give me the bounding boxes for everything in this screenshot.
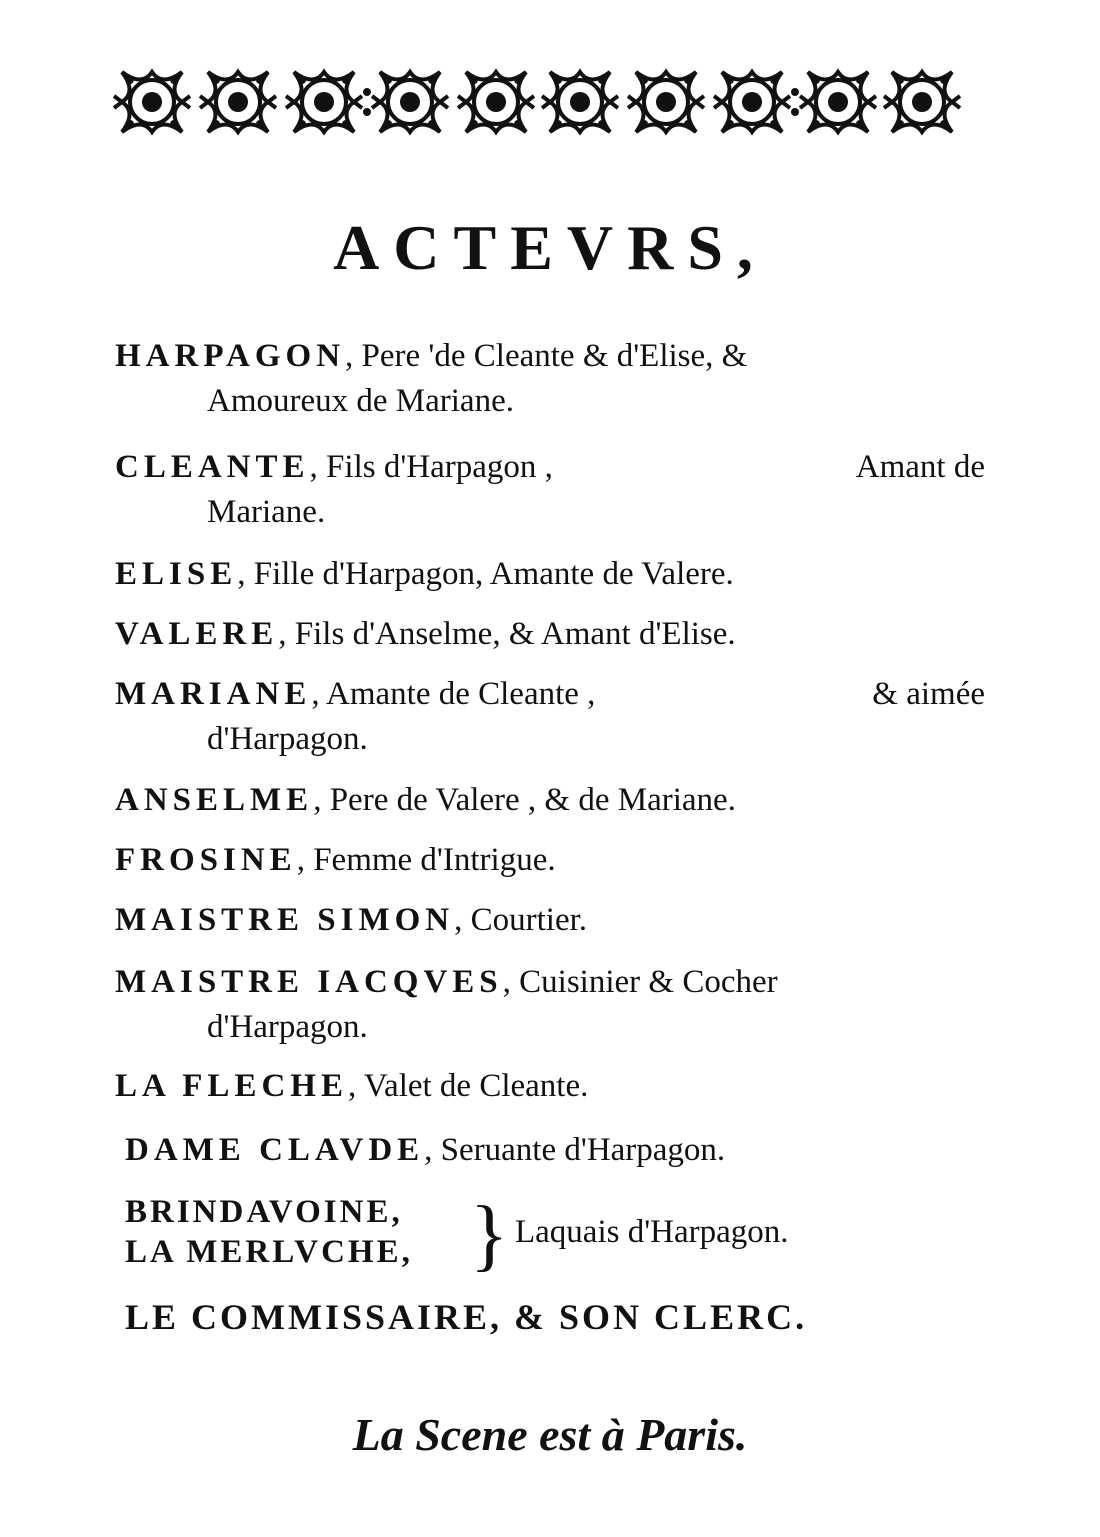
character-name: MAISTRE IACQVES bbox=[115, 964, 503, 1000]
character-name: LA FLECHE bbox=[115, 1068, 348, 1104]
grouping-brace: } bbox=[470, 1191, 509, 1279]
character-name: MARIANE bbox=[115, 676, 312, 712]
cast-entry-mariane bbox=[115, 672, 985, 762]
cast-entry-maistre-iacqves bbox=[115, 960, 985, 1050]
character-description: , Amante de Cleante , bbox=[311, 676, 596, 712]
cast-entry-harpagon bbox=[115, 334, 985, 424]
character-name: DAME CLAVDE bbox=[125, 1132, 425, 1168]
character-description: , Femme d'Intrigue. bbox=[296, 842, 556, 878]
character-description-continued: d'Harpagon. bbox=[207, 721, 368, 757]
character-description: , Valet de Cleante. bbox=[347, 1068, 589, 1104]
character-description-end: Amant de bbox=[855, 449, 985, 485]
cast-entry-dame-clavde bbox=[125, 1128, 725, 1173]
character-name: LA MERLVCHE, bbox=[125, 1234, 413, 1270]
character-description-continued: Mariane. bbox=[207, 494, 326, 530]
cast-entry-laquais-group bbox=[125, 1192, 985, 1282]
page-title: ACTEVRS, bbox=[333, 212, 767, 283]
character-name: MAISTRE SIMON bbox=[115, 902, 455, 938]
character-name: FROSINE bbox=[115, 842, 297, 878]
scene-location-note: La Scene est à Paris. bbox=[352, 1409, 748, 1460]
cast-entry-commissaire: LE COMMISSAIRE, & SON CLERC. bbox=[125, 1297, 808, 1337]
character-description: , Pere de Valere , & de Mariane. bbox=[313, 782, 736, 818]
character-description-end: & aimée bbox=[872, 676, 985, 712]
cast-entry-maistre-simon bbox=[115, 898, 587, 943]
character-name: ELISE bbox=[115, 556, 238, 592]
character-name: HARPAGON bbox=[115, 338, 346, 374]
character-description: , Fils d'Harpagon , bbox=[309, 449, 553, 485]
character-description: , Pere 'de Cleante & d'Elise, & bbox=[345, 338, 748, 374]
cast-entry-anselme bbox=[115, 778, 736, 823]
character-description: , Courtier. bbox=[454, 902, 588, 938]
decorative-border-ornament bbox=[110, 62, 965, 142]
character-description-continued: d'Harpagon. bbox=[207, 1009, 368, 1045]
character-name: ANSELME bbox=[115, 782, 314, 818]
character-description: , Cuisinier & Cocher bbox=[502, 964, 778, 1000]
character-description: Laquais d'Harpagon. bbox=[515, 1214, 789, 1250]
character-description: , Seruante d'Harpagon. bbox=[424, 1132, 726, 1168]
laquais-names bbox=[125, 1192, 413, 1272]
character-description: , Fille d'Harpagon, Amante de Valere. bbox=[237, 556, 734, 592]
character-name: CLEANTE bbox=[115, 449, 310, 485]
cast-entry-valere bbox=[115, 612, 736, 657]
character-name: VALERE bbox=[115, 616, 279, 652]
cast-entry-elise bbox=[115, 552, 734, 597]
character-name: BRINDAVOINE, bbox=[125, 1194, 403, 1230]
character-description-continued: Amoureux de Mariane. bbox=[207, 383, 514, 419]
cast-entry-cleante bbox=[115, 445, 985, 535]
character-description: , Fils d'Anselme, & Amant d'Elise. bbox=[278, 616, 736, 652]
cast-entry-frosine bbox=[115, 838, 556, 883]
cast-entry-la-fleche bbox=[115, 1064, 588, 1109]
